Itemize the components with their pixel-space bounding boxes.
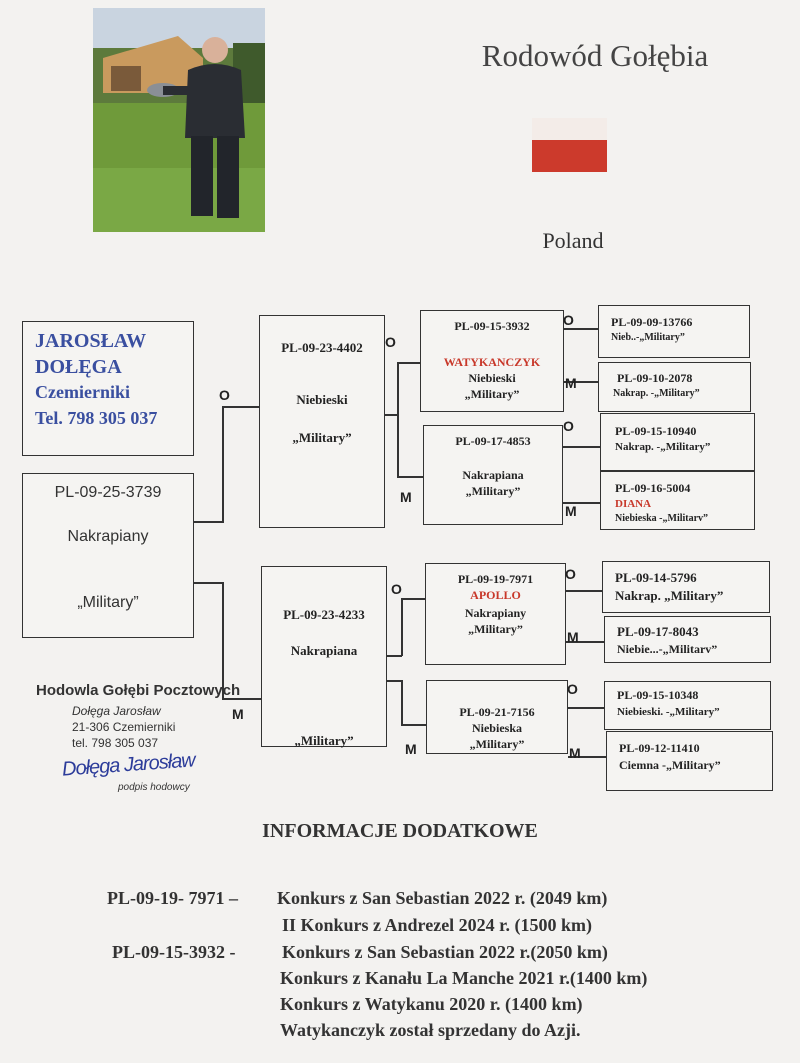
- ffm-label: M: [565, 375, 577, 391]
- stamp-line3: 21-306 Czemierniki: [72, 720, 176, 734]
- connector: [222, 406, 259, 408]
- breeder-photo: [93, 8, 265, 232]
- info-r2-a: Konkurs z San Sebastian 2022 r.(2050 km): [282, 942, 608, 962]
- poland-flag-red: [532, 140, 607, 172]
- breeder-phone: Tel. 798 305 037: [35, 408, 158, 428]
- father-color: Niebieski: [296, 392, 348, 407]
- mf-color: Nakrapiany: [464, 606, 527, 620]
- fmf-label: O: [563, 418, 574, 434]
- ggp-fff-card: [598, 305, 750, 358]
- ff-color: Niebieski: [468, 371, 516, 385]
- info-r2-b: Konkurs z Kanału La Manche 2021 r.(1400 km): [280, 968, 648, 988]
- mmm-desc: Ciemna -„Military”: [619, 758, 721, 772]
- grandsire-ff-card: [420, 310, 564, 412]
- ggp-mfm-card: [604, 616, 771, 663]
- info-ring2: PL-09-15-3932 -: [112, 942, 236, 962]
- main-pigeon-card: [22, 473, 194, 638]
- connector: [384, 414, 398, 416]
- mfm-ring: PL-09-17-8043: [617, 624, 699, 639]
- ff-name: WATYKANCZYK: [443, 355, 541, 369]
- ffm-ring: PL-09-10-2078: [617, 371, 693, 385]
- connector: [386, 680, 402, 682]
- signature: Dołęga Jarosław: [61, 749, 196, 781]
- ggp-mff-card: [602, 561, 770, 613]
- info-note: Watykanczyk został sprzedany do Azji.: [280, 1020, 581, 1040]
- fmf-desc: Nakrap. -„Military”: [615, 441, 711, 453]
- ggp-ffm-card: [598, 362, 751, 412]
- mmf-desc: Niebieski. -„Military”: [617, 706, 720, 718]
- main-pigeon-color: Nakrapiany: [67, 528, 149, 545]
- connector: [397, 476, 423, 478]
- mff-label: O: [565, 566, 576, 582]
- connector: [397, 362, 420, 364]
- connector: [401, 598, 425, 600]
- connector: [568, 707, 604, 709]
- breeder-first-name: JAROSŁAW: [35, 330, 147, 352]
- ff-strain: „Military”: [464, 387, 520, 401]
- stamp-line2: Dołęga Jarosław: [72, 704, 161, 718]
- mother-card: [261, 566, 387, 747]
- ff-ring: PL-09-15-3932: [454, 319, 530, 333]
- connector: [222, 406, 224, 523]
- poland-flag-white: [532, 118, 607, 140]
- connector: [401, 598, 403, 656]
- fm-color: Nakrapiana: [462, 468, 524, 482]
- stamp-line1: Hodowla Gołębi Pocztowych: [36, 682, 241, 699]
- mmf-ring: PL-09-15-10348: [617, 688, 699, 702]
- connector: [193, 582, 223, 584]
- mfm-desc: Niebie...-„Militarv”: [617, 642, 718, 656]
- fmm-desc: Niebieska -„Militarv”: [615, 513, 709, 524]
- father-label: O: [219, 387, 230, 403]
- stamp-line4: tel. 798 305 037: [72, 736, 159, 750]
- ff-label: O: [385, 334, 396, 350]
- signature-caption: podpis hodowcy: [118, 782, 190, 793]
- ggp-mmm-card: [606, 731, 773, 791]
- connector: [401, 724, 426, 726]
- connector: [397, 362, 399, 478]
- main-pigeon-ring: PL-09-25-3739: [54, 484, 162, 501]
- mmm-label: M: [569, 745, 581, 761]
- mmm-ring: PL-09-12-11410: [619, 741, 700, 755]
- mf-ring: PL-09-19-7971: [457, 572, 534, 586]
- breeder-town: Czemierniki: [35, 382, 130, 402]
- mf-label: O: [391, 581, 402, 597]
- fmm-name: DIANA: [615, 498, 652, 510]
- fff-label: O: [563, 312, 574, 328]
- connector: [564, 328, 598, 330]
- info-r1-b: II Konkurs z Andrezel 2024 r. (1500 km): [282, 915, 593, 935]
- granddam-mm-card: [426, 680, 568, 754]
- mm-color: Niebieska: [471, 721, 522, 735]
- ggp-fmf-card: [600, 413, 755, 471]
- connector: [386, 655, 402, 657]
- breeder-card: [22, 321, 194, 456]
- info-r2-c: Konkurs z Watykanu 2020 r. (1400 km): [280, 994, 583, 1014]
- connector: [401, 680, 403, 725]
- fm-label: M: [400, 489, 412, 505]
- mother-label: M: [232, 706, 244, 722]
- ffm-desc: Nakrap. -„Military”: [613, 388, 700, 399]
- father-card: [259, 315, 385, 528]
- granddam-fm-card: [423, 425, 563, 525]
- fff-ring: PL-09-09-13766: [611, 315, 693, 329]
- mff-desc: Nakrap. „Military”: [615, 588, 724, 603]
- mfm-label: M: [567, 629, 579, 645]
- mm-label: M: [405, 741, 417, 757]
- mf-strain: „Military”: [468, 622, 523, 636]
- info-heading: INFORMACJE DODATKOWE: [262, 820, 538, 842]
- fm-ring: PL-09-17-4853: [455, 434, 531, 448]
- mf-name: APOLLO: [470, 588, 521, 602]
- grandsire-mf-card: [425, 563, 566, 665]
- connector: [193, 521, 223, 523]
- mother-color: Nakrapiana: [290, 643, 358, 658]
- connector: [566, 590, 602, 592]
- mother-strain: „Military”: [294, 733, 354, 748]
- fff-desc: Nieb..-„Military”: [611, 332, 685, 343]
- mother-ring: PL-09-23-4233: [283, 607, 365, 622]
- ggp-mmf-card: [604, 681, 771, 730]
- breeder-last-name: DOŁĘGA: [35, 356, 122, 378]
- father-strain: „Military”: [292, 430, 352, 445]
- info-ring1: PL-09-19- 7971 –: [107, 888, 238, 908]
- fm-strain: „Military”: [465, 484, 521, 498]
- fmf-ring: PL-09-15-10940: [615, 424, 697, 438]
- connector: [562, 446, 600, 448]
- mm-ring: PL-09-21-7156: [459, 705, 535, 719]
- father-ring: PL-09-23-4402: [281, 340, 363, 355]
- fmm-label: M: [565, 503, 577, 519]
- page-title: Rodowód Gołębia: [481, 38, 709, 73]
- ggp-fmm-card: [600, 471, 755, 530]
- main-pigeon-strain: „Military”: [77, 594, 139, 611]
- mmf-label: O: [567, 681, 578, 697]
- fmm-ring: PL-09-16-5004: [615, 481, 691, 495]
- mff-ring: PL-09-14-5796: [615, 570, 697, 585]
- country-label: Poland: [542, 228, 604, 253]
- info-r1-a: Konkurs z San Sebastian 2022 r. (2049 km): [277, 888, 608, 908]
- mm-strain: „Military”: [469, 737, 525, 751]
